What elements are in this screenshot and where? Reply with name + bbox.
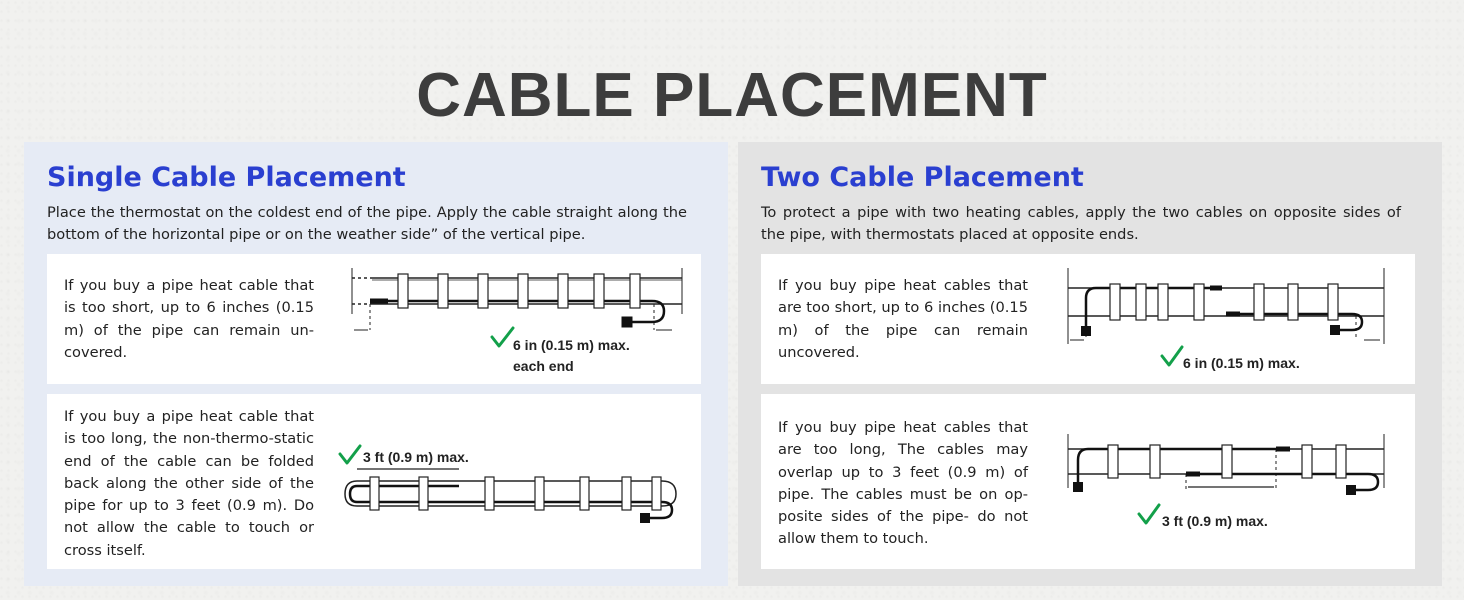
check-icon — [1139, 505, 1159, 523]
check-icon — [492, 328, 513, 346]
single-long-text: If you buy a pipe heat cable that is too long, the non-thermo-static end of the cable can be folded back along the other side of the pipe for up to 3 feet (0.9 m). Do not allow the cable to touch or cross itself. — [64, 408, 314, 559]
plug-icon — [1081, 326, 1091, 336]
cable-clips — [370, 477, 661, 510]
heat-cable — [1081, 288, 1362, 336]
single-long-card — [47, 394, 701, 569]
two-long-label: 3 ft (0.9 m) max. — [1162, 513, 1268, 529]
two-short-label: 6 in (0.15 m) max. — [1183, 355, 1300, 371]
single-short-text: If you buy a pipe heat cable that is too short, up to 6 inches (0.15 m) of the pipe can remain un-covered. — [64, 277, 314, 361]
single-short-card — [47, 254, 701, 384]
two-cable-panel — [738, 142, 1442, 586]
cable-clips — [398, 274, 640, 308]
heat-cable — [370, 301, 664, 327]
two-short-text: If you buy pipe heat cables that are too short, up to 6 inches (0.15 m) of the pipe can remain uncovered. — [778, 277, 1028, 361]
plug-icon — [622, 317, 632, 327]
single-long-diagram — [332, 394, 692, 569]
single-short-label-2: each end — [513, 358, 574, 374]
check-icon — [340, 446, 360, 463]
check-icon — [1162, 347, 1182, 365]
page-title: CABLE PLACEMENT — [416, 61, 1048, 130]
two-long-card — [761, 394, 1415, 569]
two-short-diagram — [1046, 254, 1406, 384]
two-cable-description: To protect a pipe with two heating cables, apply the two cables on opposite sides of the pipe, with thermostats placed at opposite ends. — [761, 204, 1401, 243]
single-long-label: 3 ft (0.9 m) max. — [363, 449, 469, 465]
single-cable-panel — [24, 142, 728, 586]
plug-icon — [1346, 485, 1356, 495]
single-cable-description: Place the thermostat on the coldest end of the pipe. Apply the cable straight along the bottom of the horizontal pipe or on the weather side” of the vertical pipe. — [47, 204, 687, 243]
plug-icon — [1330, 325, 1340, 335]
plug-icon — [1073, 482, 1083, 492]
two-short-card — [761, 254, 1415, 384]
plug-icon — [640, 513, 650, 523]
two-cable-heading: Two Cable Placement — [761, 162, 1084, 193]
single-short-diagram — [332, 254, 692, 384]
two-long-text: If you buy pipe heat cables that are too long, The cables may overlap up to 3 feet (0.9 m) of pipe. The cables must be on op-posite sides of the pipe- do not allow them to touch. — [778, 419, 1028, 548]
two-long-diagram — [1046, 394, 1406, 569]
single-short-label-1: 6 in (0.15 m) max. — [513, 337, 630, 353]
single-cable-heading: Single Cable Placement — [47, 162, 406, 193]
